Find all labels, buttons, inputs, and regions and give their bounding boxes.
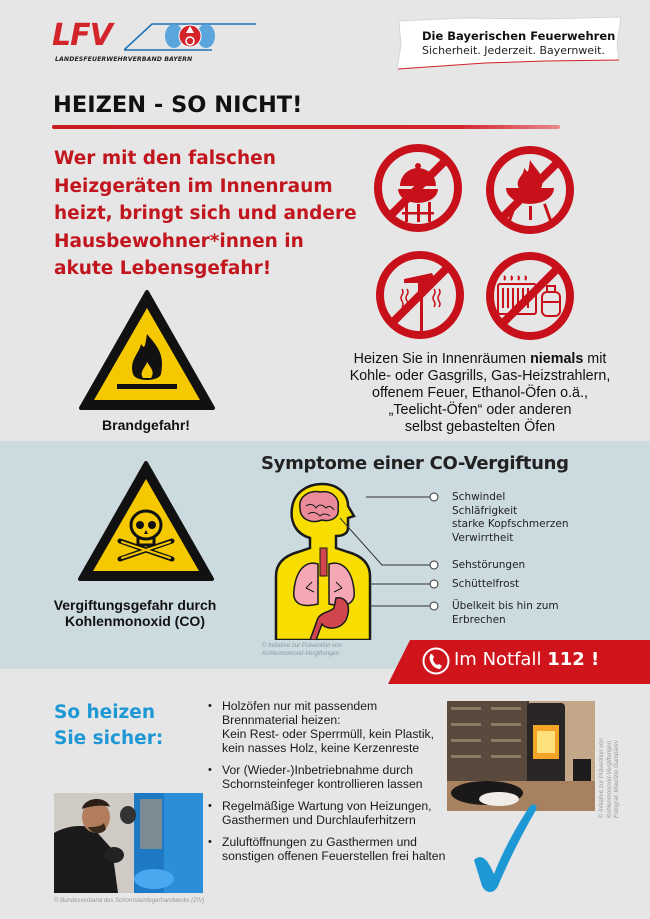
symptom-connector-lines: [330, 490, 450, 620]
co-hazard-label: [0, 597, 270, 629]
emergency-banner: [388, 640, 650, 684]
text: mit: [583, 351, 607, 367]
never-text-line-2: Kohle- oder Gasgrills, Gas-Heizstrahlern,: [349, 368, 611, 384]
emergency-text: [454, 649, 599, 670]
tip-line: • Regelmäßige Wartung von Heizungen,: [222, 799, 432, 813]
page-title: HEIZEN - SO NICHT!: [53, 92, 303, 118]
tip-line: • Holzöfen nur mit passendem: [222, 699, 378, 713]
no-heater-gas-bottle-icon: [484, 250, 576, 342]
banner-line-2: Sicherheit. Jederzeit. Bayernweit.: [422, 44, 605, 57]
symptom: Erbrechen: [452, 613, 506, 626]
text: Heizen Sie in Innenräumen: [353, 351, 531, 367]
emergency-number: 112 !: [547, 649, 600, 670]
co-hazard-label-line-2: Kohlenmonoxid (CO): [65, 613, 205, 629]
tip-item: [208, 763, 448, 791]
lfv-crest-icon: [124, 22, 256, 52]
tip-line: • Vor (Wieder-)Inbetriebnahme durch: [222, 763, 414, 777]
tip-line: Kein Rest- oder Sperrmüll, kein Plastik,: [222, 727, 435, 741]
danger-warning-text: [54, 145, 374, 283]
no-kettle-grill-icon: [372, 142, 464, 234]
tip-line: sonstigen offenen Feuerstellen frei halten: [222, 849, 446, 863]
credit-line: © Initiative zur Prävention von: [262, 643, 342, 649]
toxic-warning-icon: [76, 459, 216, 583]
never-text-line-1: [310, 351, 650, 368]
logo-subtitle: LANDESFEUERWEHRVERBAND BAYERN: [55, 56, 193, 63]
tip-line: • Zuluftöffnungen zu Gasthermen und: [222, 835, 417, 849]
torn-paper-shape: [395, 15, 625, 71]
symptom: Übelkeit bis hin zum: [452, 600, 559, 612]
warning-line: Heizgeräten im Innenraum: [54, 175, 333, 197]
tip-item: [208, 699, 448, 755]
lfv-logo: [52, 20, 212, 66]
tagline-banner: [395, 15, 625, 71]
safe-heating-title: [54, 700, 163, 752]
symptom: Verwirrtheit: [452, 531, 514, 544]
safety-tips-list: [208, 699, 448, 871]
emphasis-never: niemals: [530, 351, 584, 367]
co-symptoms-title: Symptome einer CO-Vergiftung: [261, 453, 569, 474]
never-heat-with-text: [310, 351, 650, 436]
symptom-group-eyes: [452, 559, 525, 573]
warning-line: akute Lebensgefahr!: [54, 258, 272, 279]
chimney-sweep-photo: [54, 793, 203, 893]
phone-icon: [422, 647, 450, 675]
credit-line: Fotograf: Maurizio Gambarini: [614, 740, 620, 818]
co-hazard-label-line-1: Vergiftungsgefahr durch: [53, 597, 217, 613]
tip-line: Schornsteinfeger kontrollieren lassen: [222, 777, 423, 791]
banner-line-1: Die Bayerischen Feuerwehren: [422, 29, 616, 43]
tip-line: Brennmaterial heizen:: [222, 713, 341, 727]
flammable-warning-icon: [77, 288, 217, 412]
warning-line: Wer mit den falschen: [54, 148, 276, 169]
checkmark-icon: [466, 800, 546, 895]
never-text-line-3: offenem Feuer, Ethanol-Öfen o.ä.,: [372, 385, 588, 401]
symptom: Schwindel: [452, 491, 506, 503]
symptom: Schüttelfrost: [452, 578, 520, 590]
logo-letters: LFV: [52, 18, 112, 53]
symptom-group-stomach: [452, 600, 559, 627]
credit-vertical-text: [599, 738, 622, 818]
tip-item: [208, 799, 448, 827]
body-image-credit: [262, 642, 342, 658]
tip-line: kein nasses Holz, keine Kerzenreste: [222, 741, 420, 755]
symptom: Sehstörungen: [452, 559, 526, 571]
warning-line: Hausbewohner*innen in: [54, 230, 304, 252]
credit-line: Kohlenmonoxid-Vergiftungen: [606, 740, 613, 818]
tip-item: [208, 835, 448, 863]
emergency-label: Im Notfall: [454, 649, 548, 670]
credit-line: Kohlenmonoxid-Vergiftungen: [262, 651, 340, 657]
never-text-line-5: selbst gebastelten Öfen: [404, 419, 556, 435]
stove-photo-credit: [595, 700, 625, 820]
worker-photo-credit: © Bundesverband des Schornsteinfegerhandwerks (ZIV): [54, 898, 205, 904]
title-line: So heizen: [54, 702, 156, 723]
title-underline: [52, 125, 560, 129]
symptom-group-head: [452, 491, 569, 545]
warning-line: heizt, bringt sich und andere: [54, 203, 357, 224]
stove-dog-photo: [447, 701, 595, 811]
never-text-line-4: „Teelicht-Öfen“ oder anderen: [388, 402, 572, 418]
no-gas-heater-icon: [374, 249, 466, 341]
title-line: Sie sicher:: [54, 728, 164, 749]
symptom: Schläfrigkeit: [452, 504, 518, 517]
fire-hazard-label: Brandgefahr!: [102, 417, 190, 433]
symptom: starke Kopfschmerzen: [452, 518, 569, 530]
credit-line: © Initiative zur Prävention von: [599, 738, 605, 818]
no-open-fire-icon: [484, 144, 576, 236]
tip-line: Gasthermen und Durchlauferhitzern: [222, 813, 416, 827]
symptom-group-lungs: [452, 578, 519, 592]
